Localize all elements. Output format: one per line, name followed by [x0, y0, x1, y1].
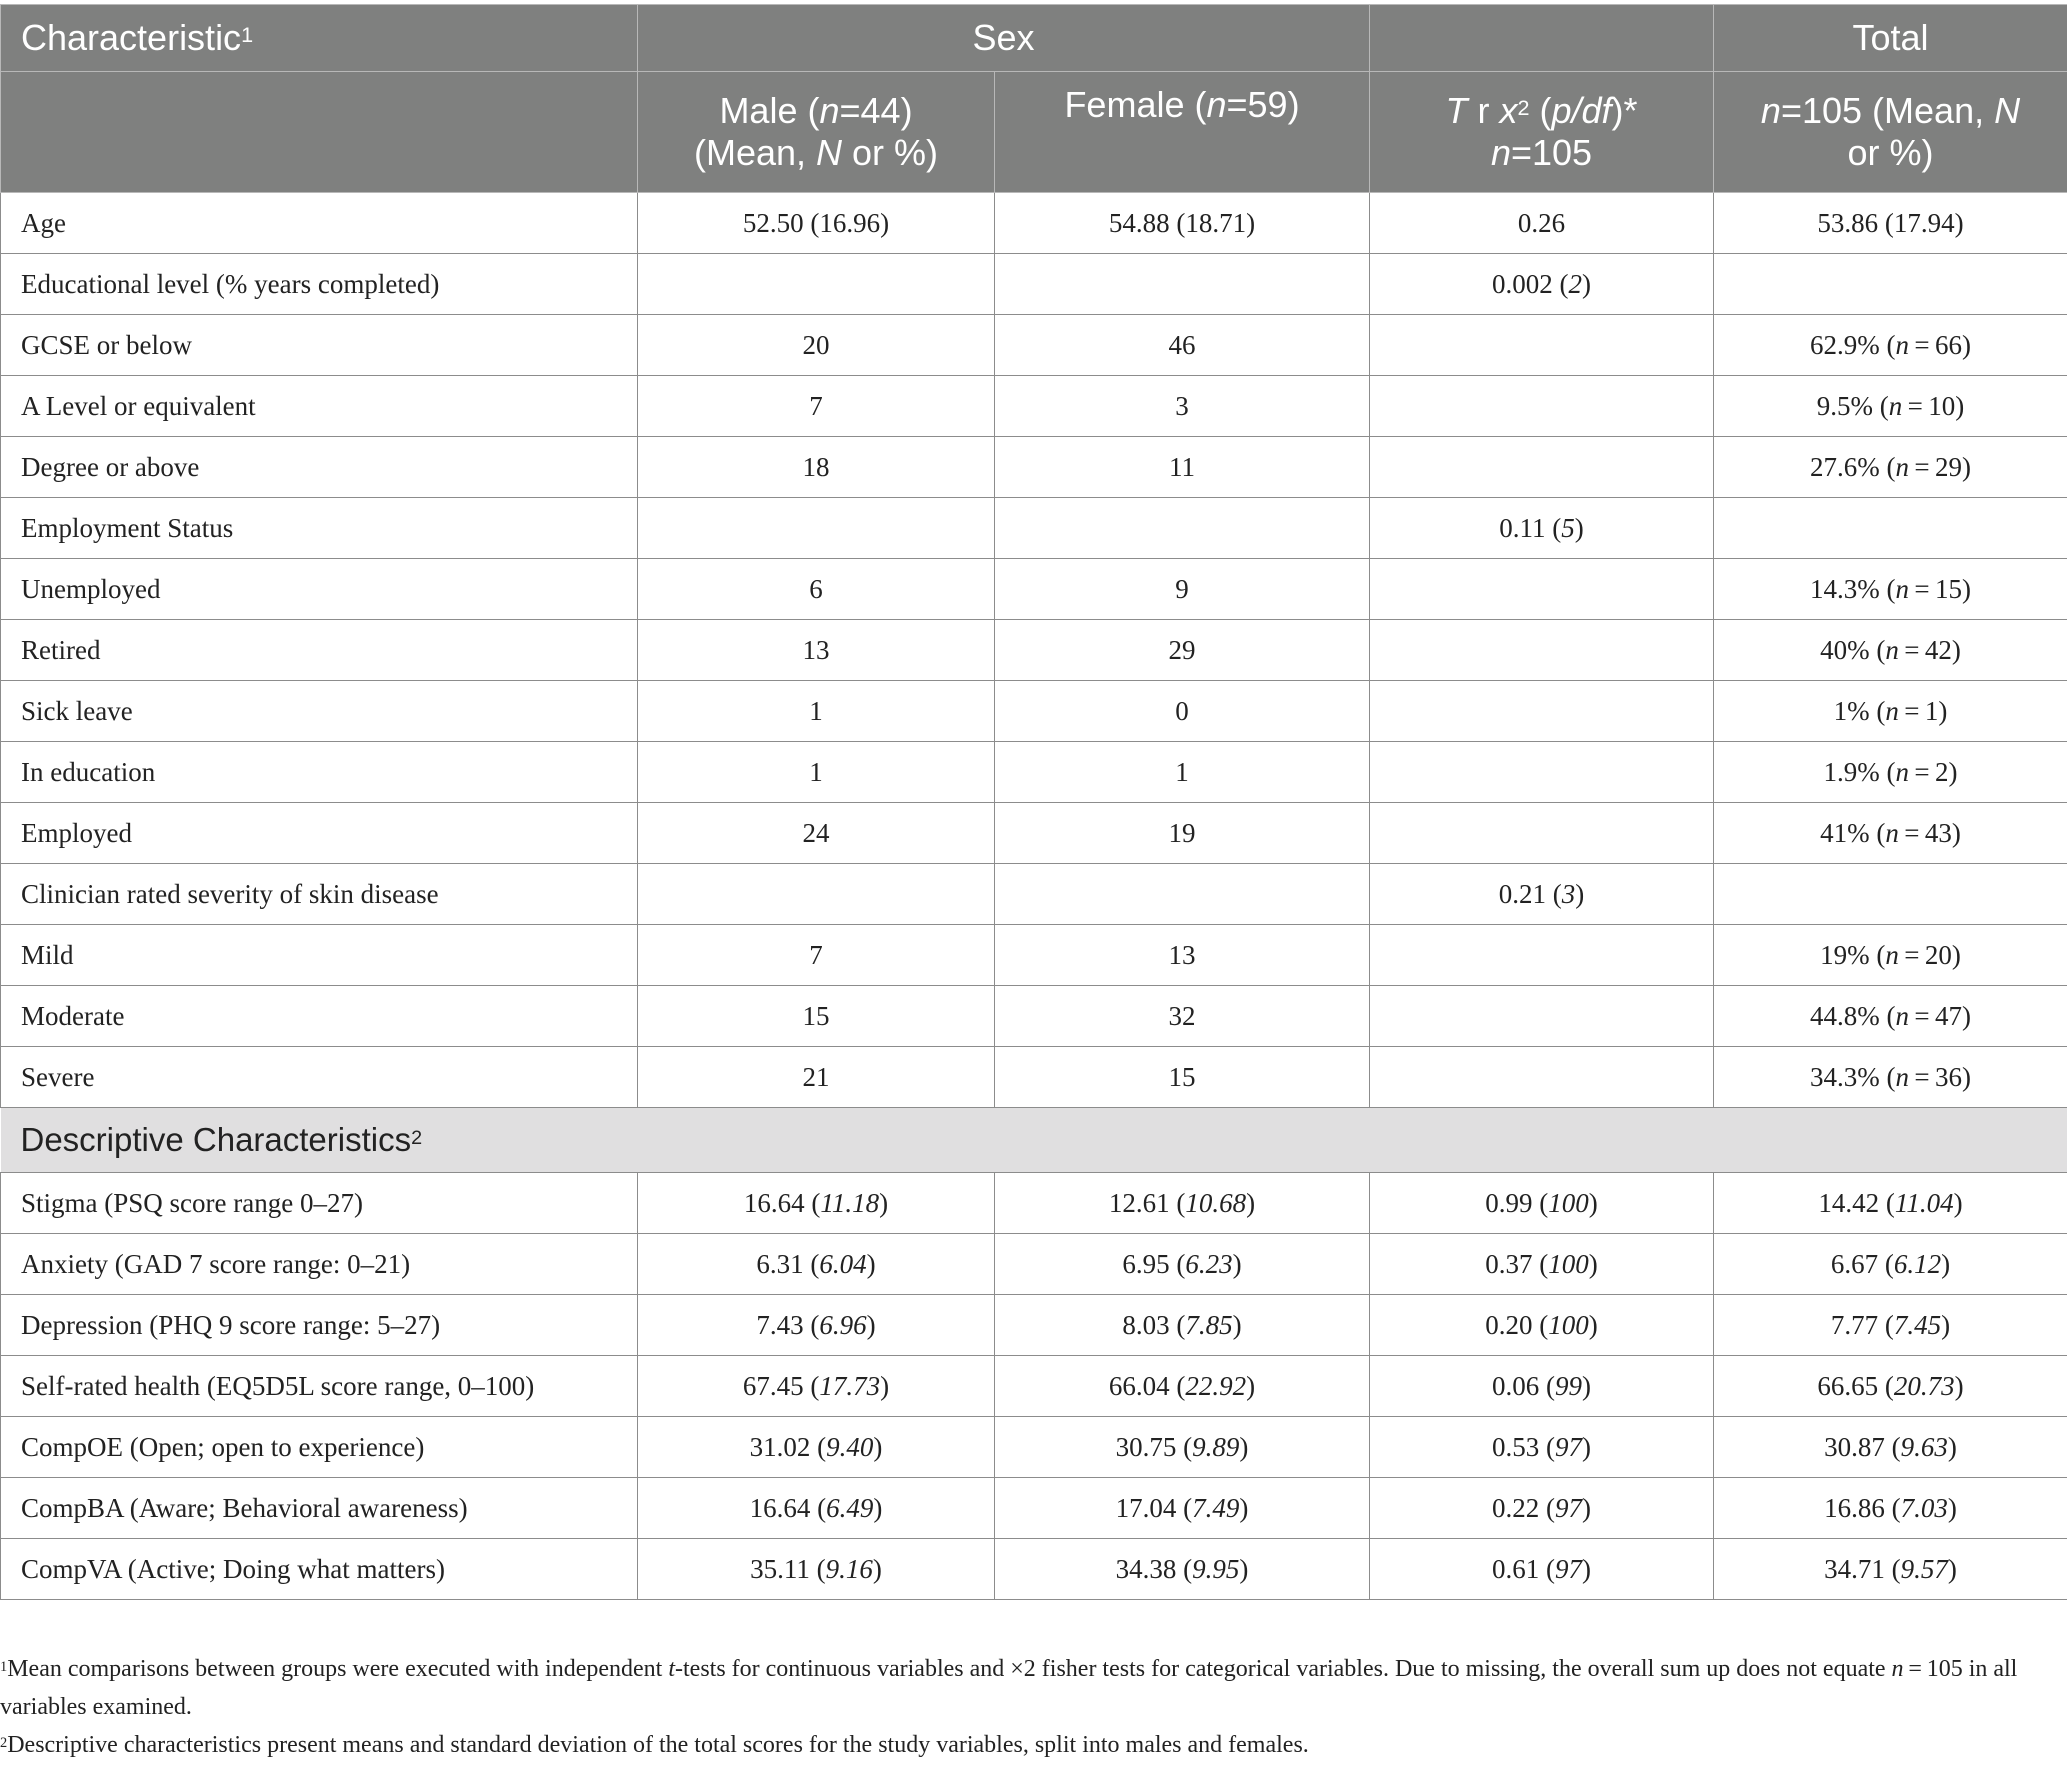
cell-female: 11 — [995, 437, 1370, 498]
cell-female: 66.04 (22.92) — [995, 1356, 1370, 1417]
cell-female — [995, 498, 1370, 559]
cell-test — [1370, 925, 1714, 986]
cell-female: 15 — [995, 1047, 1370, 1108]
row-label: CompBA (Aware; Behavioral awareness) — [1, 1478, 638, 1539]
table-row — [1, 1234, 2067, 1295]
table-row — [1, 986, 2067, 1047]
cell-male: 6 — [638, 559, 995, 620]
cell-total — [1714, 864, 2067, 925]
cell-test — [1370, 803, 1714, 864]
row-label: Unemployed — [1, 559, 638, 620]
cell-male: 31.02 (9.40) — [638, 1417, 995, 1478]
cell-male: 1 — [638, 681, 995, 742]
cell-test — [1370, 620, 1714, 681]
cell-total: 14.42 (11.04) — [1714, 1173, 2067, 1234]
cell-female: 34.38 (9.95) — [995, 1539, 1370, 1600]
header-row-2 — [1, 72, 2067, 193]
cell-test — [1370, 376, 1714, 437]
row-label: Educational level (% years completed) — [1, 254, 638, 315]
row-label: Clinician rated severity of skin disease — [1, 864, 638, 925]
row-label: Sick leave — [1, 681, 638, 742]
cell-test — [1370, 742, 1714, 803]
row-label: Mild — [1, 925, 638, 986]
cell-total: 19% (n = 20) — [1714, 925, 2067, 986]
row-label: Degree or above — [1, 437, 638, 498]
cell-total: 1% (n = 1) — [1714, 681, 2067, 742]
cell-total: 7.77 (7.45) — [1714, 1295, 2067, 1356]
cell-male — [638, 864, 995, 925]
table-row — [1, 376, 2067, 437]
cell-male: 1 — [638, 742, 995, 803]
cell-female: 12.61 (10.68) — [995, 1173, 1370, 1234]
table-row — [1, 925, 2067, 986]
cell-female: 32 — [995, 986, 1370, 1047]
characteristics-table — [0, 4, 2067, 1600]
header-characteristic: Characteristic$^1$ — [1, 5, 638, 72]
row-label: Moderate — [1, 986, 638, 1047]
cell-test — [1370, 986, 1714, 1047]
cell-test: 0.26 — [1370, 193, 1714, 254]
row-label: CompVA (Active; Doing what matters) — [1, 1539, 638, 1600]
cell-total: 66.65 (20.73) — [1714, 1356, 2067, 1417]
cell-female: 8.03 (7.85) — [995, 1295, 1370, 1356]
cell-total: 1.9% (n = 2) — [1714, 742, 2067, 803]
row-label: Depression (PHQ 9 score range: 5–27) — [1, 1295, 638, 1356]
table-row — [1, 1173, 2067, 1234]
cell-male: 20 — [638, 315, 995, 376]
row-label: CompOE (Open; open to experience) — [1, 1417, 638, 1478]
table-row — [1, 1478, 2067, 1539]
table-footnotes — [0, 1650, 2050, 1764]
section-title: Descriptive Characteristics$^2$ — [1, 1108, 2067, 1173]
header-sex: Sex — [638, 5, 1370, 72]
table-row — [1, 1539, 2067, 1600]
cell-test — [1370, 1047, 1714, 1108]
cell-test: 0.002 (2) — [1370, 254, 1714, 315]
footnote-2: $^2$Descriptive characteristics present means and standard deviation of the total scores for the study variables, split into males and females. — [0, 1732, 1309, 1758]
cell-male: 18 — [638, 437, 995, 498]
footnote-1: $^1$Mean comparisons between groups were executed with independent t-tests for continuous variables and ×2 fisher tests for categorical variables. Due to missing, the overall sum up does not equate n = 105 in all variables examined. — [0, 1656, 2018, 1720]
header-total: Total — [1714, 5, 2067, 72]
row-label: Employment Status — [1, 498, 638, 559]
row-label: Severe — [1, 1047, 638, 1108]
cell-total: 14.3% (n = 15) — [1714, 559, 2067, 620]
cell-female: 46 — [995, 315, 1370, 376]
cell-test: 0.20 (100) — [1370, 1295, 1714, 1356]
cell-test: 0.53 (97) — [1370, 1417, 1714, 1478]
table-row — [1, 1356, 2067, 1417]
cell-male: 7 — [638, 925, 995, 986]
table-row — [1, 864, 2067, 925]
table-row — [1, 315, 2067, 376]
cell-male: 52.50 (16.96) — [638, 193, 995, 254]
cell-female: 30.75 (9.89) — [995, 1417, 1370, 1478]
header-test: T r $x^2$ (p/df)* n=105 — [1370, 72, 1714, 193]
cell-male: 21 — [638, 1047, 995, 1108]
cell-female: 29 — [995, 620, 1370, 681]
row-label: A Level or equivalent — [1, 376, 638, 437]
cell-female: 9 — [995, 559, 1370, 620]
cell-male: 24 — [638, 803, 995, 864]
cell-test: 0.21 (3) — [1370, 864, 1714, 925]
row-label: Age — [1, 193, 638, 254]
cell-female: 3 — [995, 376, 1370, 437]
cell-male: 67.45 (17.73) — [638, 1356, 995, 1417]
cell-total: 41% (n = 43) — [1714, 803, 2067, 864]
cell-test: 0.99 (100) — [1370, 1173, 1714, 1234]
cell-female: 1 — [995, 742, 1370, 803]
cell-total — [1714, 498, 2067, 559]
cell-total: 9.5% (n = 10) — [1714, 376, 2067, 437]
row-label: Employed — [1, 803, 638, 864]
cell-male — [638, 498, 995, 559]
cell-male: 16.64 (6.49) — [638, 1478, 995, 1539]
cell-total: 30.87 (9.63) — [1714, 1417, 2067, 1478]
cell-test: 0.37 (100) — [1370, 1234, 1714, 1295]
header-blank — [1, 72, 638, 193]
cell-male: 6.31 (6.04) — [638, 1234, 995, 1295]
cell-male: 7 — [638, 376, 995, 437]
table-row — [1, 681, 2067, 742]
cell-female: 19 — [995, 803, 1370, 864]
cell-test — [1370, 315, 1714, 376]
header-test-blank — [1370, 5, 1714, 72]
cell-total: 6.67 (6.12) — [1714, 1234, 2067, 1295]
cell-female: 13 — [995, 925, 1370, 986]
row-label: Anxiety (GAD 7 score range: 0–21) — [1, 1234, 638, 1295]
cell-total: 34.71 (9.57) — [1714, 1539, 2067, 1600]
table-row — [1, 254, 2067, 315]
table-row — [1, 620, 2067, 681]
cell-total: 16.86 (7.03) — [1714, 1478, 2067, 1539]
table-row — [1, 1295, 2067, 1356]
cell-total: 27.6% (n = 29) — [1714, 437, 2067, 498]
header-female: Female (n=59) — [995, 72, 1370, 193]
row-label: In education — [1, 742, 638, 803]
cell-test — [1370, 559, 1714, 620]
cell-female: 54.88 (18.71) — [995, 193, 1370, 254]
table-row — [1, 437, 2067, 498]
cell-total: 62.9% (n = 66) — [1714, 315, 2067, 376]
cell-test — [1370, 437, 1714, 498]
cell-female: 0 — [995, 681, 1370, 742]
cell-total: 44.8% (n = 47) — [1714, 986, 2067, 1047]
table-row — [1, 559, 2067, 620]
row-label: Self-rated health (EQ5D5L score range, 0–100) — [1, 1356, 638, 1417]
header-male: Male (n=44) (Mean, N or %) — [638, 72, 995, 193]
cell-total: 53.86 (17.94) — [1714, 193, 2067, 254]
cell-female: 6.95 (6.23) — [995, 1234, 1370, 1295]
cell-total: 40% (n = 42) — [1714, 620, 2067, 681]
table-row — [1, 1047, 2067, 1108]
table-row — [1, 1417, 2067, 1478]
cell-female: 17.04 (7.49) — [995, 1478, 1370, 1539]
cell-male: 13 — [638, 620, 995, 681]
cell-test: 0.61 (97) — [1370, 1539, 1714, 1600]
cell-male: 35.11 (9.16) — [638, 1539, 995, 1600]
cell-test: 0.06 (99) — [1370, 1356, 1714, 1417]
row-label: GCSE or below — [1, 315, 638, 376]
table-row — [1, 498, 2067, 559]
section-row — [1, 1108, 2067, 1173]
cell-test: 0.22 (97) — [1370, 1478, 1714, 1539]
cell-male — [638, 254, 995, 315]
row-label: Retired — [1, 620, 638, 681]
header-total-detail: n=105 (Mean, N or %) — [1714, 72, 2067, 193]
cell-test — [1370, 681, 1714, 742]
table-row — [1, 193, 2067, 254]
cell-female — [995, 864, 1370, 925]
table-row — [1, 742, 2067, 803]
cell-total: 34.3% (n = 36) — [1714, 1047, 2067, 1108]
cell-male: 15 — [638, 986, 995, 1047]
cell-male: 7.43 (6.96) — [638, 1295, 995, 1356]
table-row — [1, 803, 2067, 864]
cell-total — [1714, 254, 2067, 315]
header-row-1 — [1, 5, 2067, 72]
row-label: Stigma (PSQ score range 0–27) — [1, 1173, 638, 1234]
cell-female — [995, 254, 1370, 315]
table-page — [0, 4, 2067, 1600]
cell-test: 0.11 (5) — [1370, 498, 1714, 559]
cell-male: 16.64 (11.18) — [638, 1173, 995, 1234]
